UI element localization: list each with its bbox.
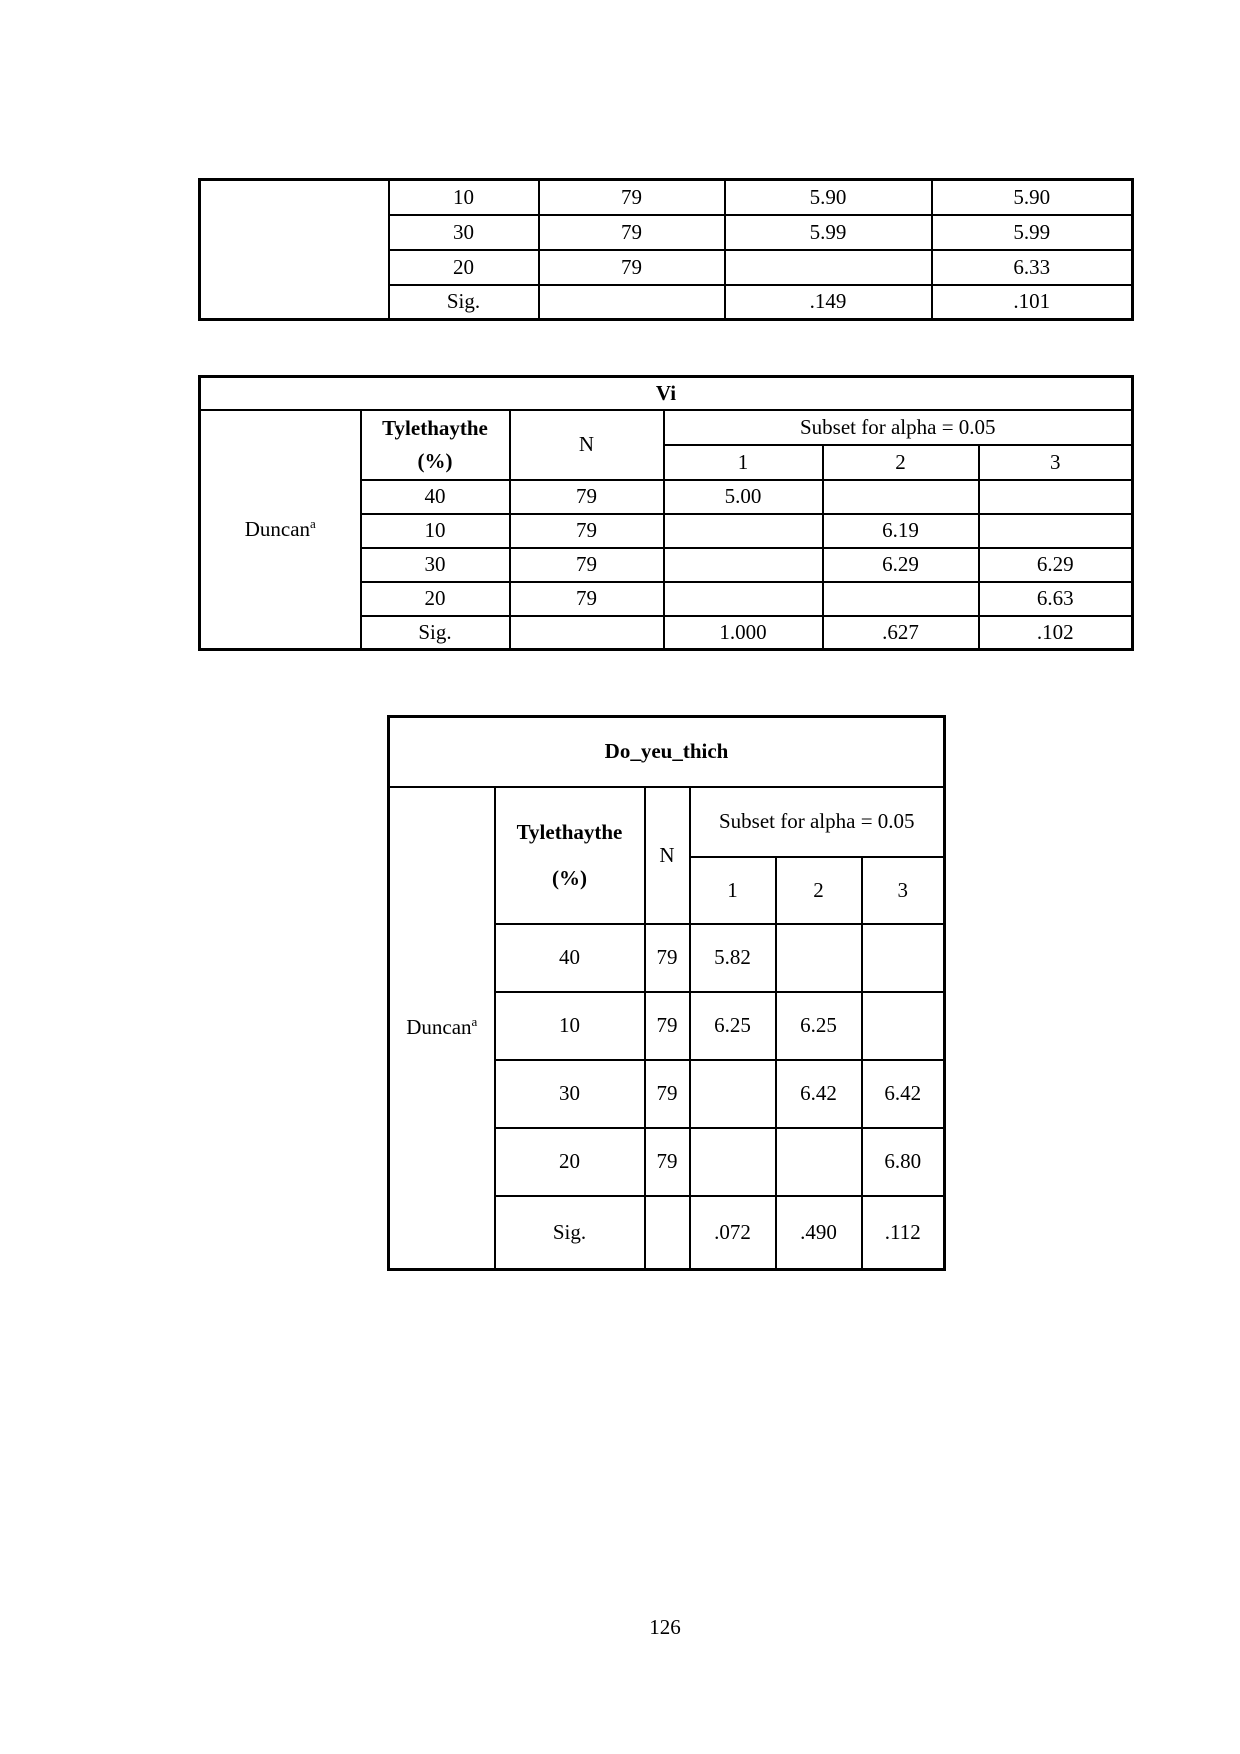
row-label-cell: 40 [495,924,645,992]
subset-cell: .149 [725,285,932,320]
subset-cell [823,582,979,616]
factor-header-line1: Tylethaythe [382,415,488,440]
subset-cell [664,514,823,548]
subset-cell [823,480,979,514]
page-number: 126 [649,1615,681,1639]
subset-cell: .102 [979,616,1133,650]
n-cell [539,285,725,320]
n-cell: 79 [645,992,690,1060]
subset-col-header: 2 [823,445,979,480]
subset-col-header: 1 [690,857,776,924]
row-label-cell: 40 [361,480,510,514]
subset-cell: 6.25 [690,992,776,1060]
subset-cell: 5.00 [664,480,823,514]
subset-cell: 5.90 [932,180,1133,215]
subset-cell: 5.99 [932,215,1133,250]
row-group-name: Duncan [406,1015,472,1040]
n-cell: 79 [510,582,664,616]
subset-cell: .627 [823,616,979,650]
row-label-cell: 30 [361,548,510,582]
subset-cell: .072 [690,1196,776,1270]
n-cell: 79 [510,548,664,582]
subset-cell [690,1128,776,1196]
n-cell: 79 [539,180,725,215]
factor-header-cell [495,787,645,924]
subset-cell [862,924,945,992]
n-cell: 79 [539,215,725,250]
subset-cell: 6.42 [862,1060,945,1128]
vi-table [198,375,1134,651]
top-table-fragment [198,178,1134,321]
row-label-cell: 10 [495,992,645,1060]
row-group-label [389,787,495,1270]
factor-header-line2: (%) [552,866,587,890]
row-group-label [200,410,361,650]
subset-cell: 5.90 [725,180,932,215]
subset-cell: 6.42 [776,1060,862,1128]
factor-header-cell [361,410,510,480]
n-cell: 79 [645,1060,690,1128]
subset-col-header: 3 [862,857,945,924]
row-label-cell: 20 [495,1128,645,1196]
footnote-marker: a [310,515,316,531]
subset-cell: 6.63 [979,582,1133,616]
n-header-cell: N [645,787,690,924]
subset-col-header: 1 [664,445,823,480]
n-header-cell: N [510,410,664,480]
subset-cell [776,924,862,992]
row-label-cell: 30 [495,1060,645,1128]
subset-cell: 5.99 [725,215,932,250]
subset-cell: 6.29 [979,548,1133,582]
n-cell: 79 [645,924,690,992]
subset-cell: 6.29 [823,548,979,582]
subset-cell: 6.25 [776,992,862,1060]
subset-cell: .490 [776,1196,862,1270]
subset-header-cell: Subset for alpha = 0.05 [690,787,945,857]
row-group-name: Duncan [244,516,311,541]
row-label-cell: 20 [361,582,510,616]
sig-label-cell: Sig. [495,1196,645,1270]
factor-header-line1: Tylethaythe [516,820,623,844]
footnote-marker: a [471,1014,478,1030]
n-cell [510,616,664,650]
sig-label-cell: Sig. [389,285,539,320]
subset-cell [664,582,823,616]
factor-header-line2: (%) [417,448,453,473]
subset-cell: 5.82 [690,924,776,992]
subset-col-header: 3 [979,445,1133,480]
subset-cell: .101 [932,285,1133,320]
subset-cell: 1.000 [664,616,823,650]
subset-cell: 6.80 [862,1128,945,1196]
row-group-empty-cell [200,180,389,320]
n-cell: 79 [510,514,664,548]
n-cell: 79 [645,1128,690,1196]
row-label-cell: 20 [389,250,539,285]
row-label-cell: 10 [361,514,510,548]
table-title: Do_yeu_thich [389,717,945,787]
subset-cell [664,548,823,582]
subset-header-cell: Subset for alpha = 0.05 [664,410,1133,445]
subset-cell [862,992,945,1060]
subset-cell [690,1060,776,1128]
subset-cell [979,514,1133,548]
do-yeu-thich-table [387,715,946,1271]
subset-cell [725,250,932,285]
n-cell: 79 [510,480,664,514]
subset-col-header: 2 [776,857,862,924]
row-label-cell: 30 [389,215,539,250]
table-title: Vi [200,377,1133,410]
n-cell [645,1196,690,1270]
subset-cell [776,1128,862,1196]
subset-cell [979,480,1133,514]
n-cell: 79 [539,250,725,285]
row-label-cell: 10 [389,180,539,215]
sig-label-cell: Sig. [361,616,510,650]
subset-cell: 6.33 [932,250,1133,285]
subset-cell: .112 [862,1196,945,1270]
subset-cell: 6.19 [823,514,979,548]
